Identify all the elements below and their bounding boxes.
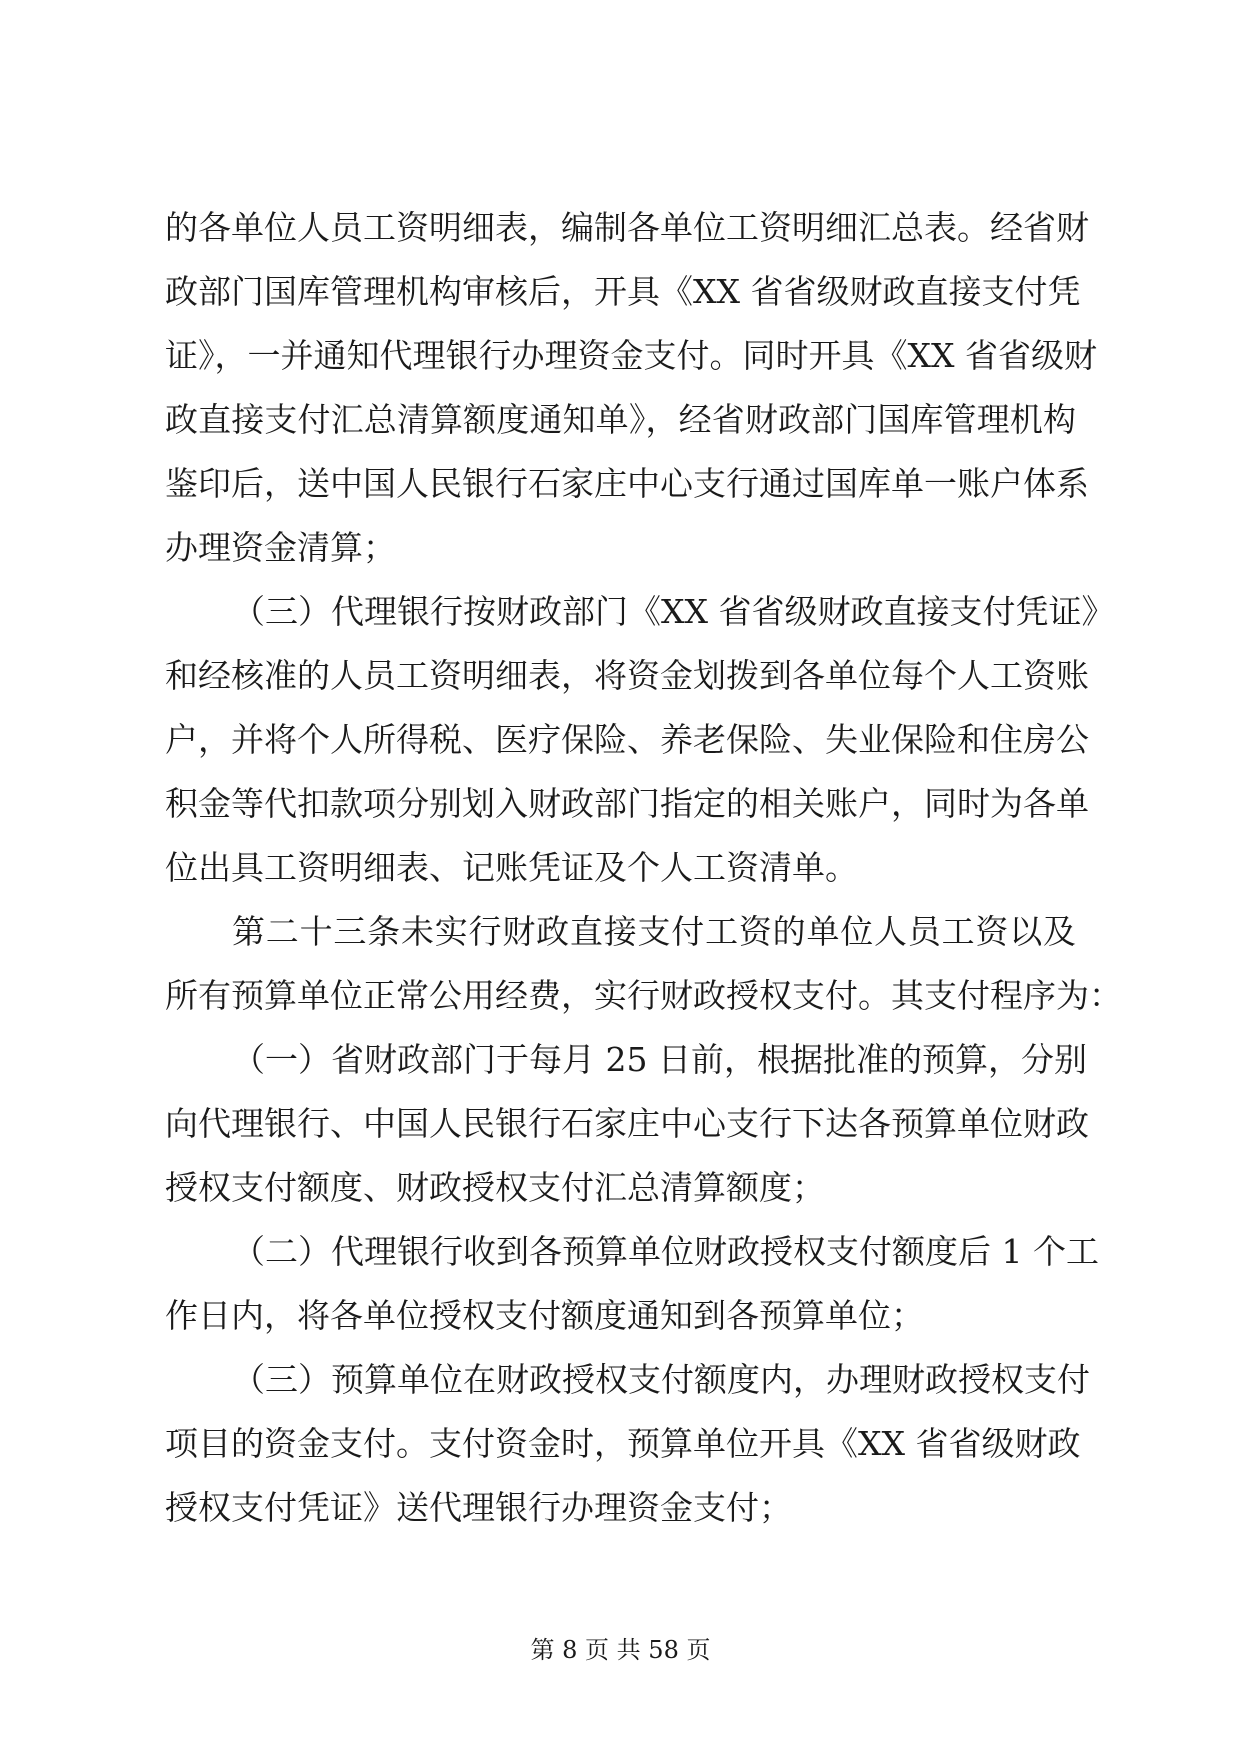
text-line: 项目的资金支付。支付资金时，预算单位开具《XX 省省级财政 [165, 1424, 1081, 1463]
text-line: 积金等代扣款项分别划入财政部门指定的相关账户，同时为各单 [165, 784, 1089, 823]
paragraph-first-line: （三）代理银行按财政部门《XX 省省级财政直接支付凭证》 [232, 592, 1115, 631]
text-line: 授权支付额度、财政授权支付汇总清算额度； [165, 1168, 825, 1207]
text-line: 证》，一并通知代理银行办理资金支付。同时开具《XX 省省级财 [165, 336, 1097, 375]
paragraph-first-line: （一）省财政部门于每月 25 日前，根据批准的预算，分别 [232, 1040, 1087, 1079]
paragraph-first-line: 第二十三条未实行财政直接支付工资的单位人员工资以及 [232, 912, 1076, 951]
text-line: 政直接支付汇总清算额度通知单》，经省财政部门国库管理机构 [165, 400, 1076, 439]
text-line: 的各单位人员工资明细表，编制各单位工资明细汇总表。经省财 [165, 208, 1089, 247]
text-line: 鉴印后，送中国人民银行石家庄中心支行通过国库单一账户体系 [165, 464, 1089, 503]
paragraph-first-line: （二）代理银行收到各预算单位财政授权支付额度后 1 个工 [232, 1232, 1099, 1271]
text-line: 位出具工资明细表、记账凭证及个人工资清单。 [165, 848, 858, 887]
page-number-footer: 第 8 页 共 58 页 [530, 1636, 711, 1664]
text-line: 政部门国库管理机构审核后，开具《XX 省省级财政直接支付凭 [165, 272, 1081, 311]
text-line: 所有预算单位正常公用经费，实行财政授权支付。其支付程序为： [165, 976, 1122, 1015]
text-line: 办理资金清算； [165, 528, 396, 567]
text-line: 户，并将个人所得税、医疗保险、养老保险、失业保险和住房公 [165, 720, 1089, 759]
text-line: 授权支付凭证》送代理银行办理资金支付； [165, 1488, 792, 1527]
paragraph-first-line: （三）预算单位在财政授权支付额度内，办理财政授权支付 [232, 1360, 1090, 1399]
text-line: 作日内，将各单位授权支付额度通知到各预算单位； [165, 1296, 924, 1335]
text-line: 向代理银行、中国人民银行石家庄中心支行下达各预算单位财政 [165, 1104, 1089, 1143]
text-line: 和经核准的人员工资明细表，将资金划拨到各单位每个人工资账 [165, 656, 1089, 695]
